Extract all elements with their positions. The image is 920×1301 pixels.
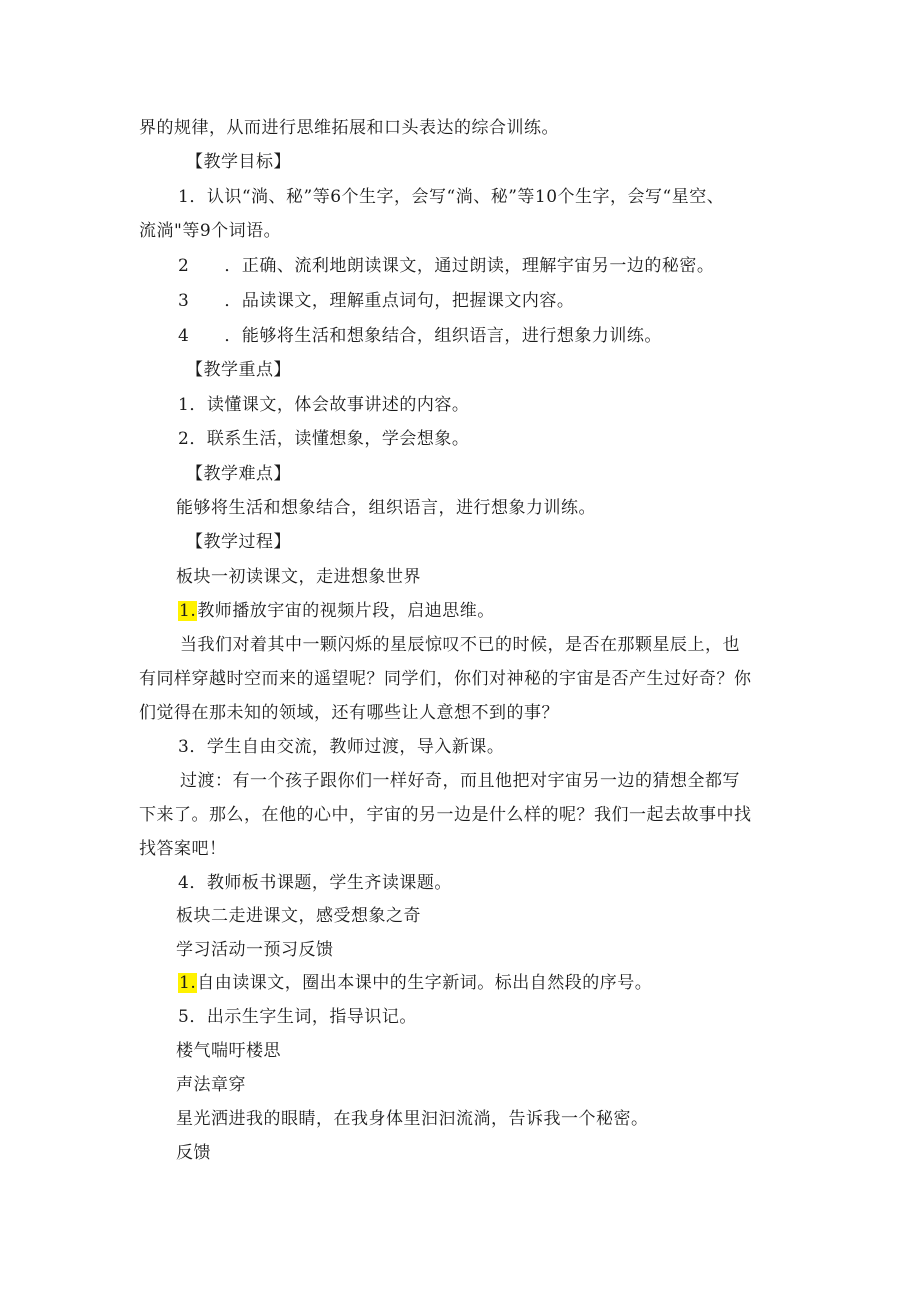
text-line: 能够将生活和想象结合，组织语言，进行想象力训练。 — [176, 498, 596, 518]
list-item — [178, 972, 652, 994]
text-line: 4．教师板书课题，学生齐读课题。 — [178, 873, 452, 893]
text-line: 反馈 — [176, 1143, 211, 1163]
section-heading: 【教学过程】 — [186, 532, 291, 552]
text-line: 声法章穿 — [176, 1075, 246, 1095]
section-heading: 【教学目标】 — [186, 152, 291, 172]
list-item-text: 教师播放宇宙的视频片段，启迪思维。 — [197, 601, 495, 621]
text-line: 1．认识“淌、秘”等6个生字，会写“淌、秘”等10个生字，会写“星空、 — [178, 187, 725, 207]
section-heading: 【教学难点】 — [186, 464, 291, 484]
text-line: 们觉得在那未知的领域，还有哪些让人意想不到的事？ — [139, 703, 559, 723]
text-line: 星光洒进我的眼睛，在我身体里汩汩流淌，告诉我一个秘密。 — [176, 1109, 649, 1129]
text-line: 5．出示生字生词，指导识记。 — [178, 1007, 417, 1027]
text-line: 界的规律，从而进行思维拓展和口头表达的综合训练。 — [139, 118, 559, 138]
text-line: 3．学生自由交流，教师过渡，导入新课。 — [178, 737, 505, 757]
text-line: 当我们对着其中一颗闪烁的星辰惊叹不已的时候，是否在那颗星辰上，也 — [180, 635, 740, 655]
text-line: 学习活动一预习反馈 — [176, 940, 334, 960]
text-line: 2 ．正确、流利地朗读课文，通过朗读，理解宇宙另一边的秘密。 — [178, 256, 715, 276]
text-line: 1．读懂课文，体会故事讲述的内容。 — [178, 395, 470, 415]
text-line: 板块二走进课文，感受想象之奇 — [176, 906, 421, 926]
text-line: 2．联系生活，读懂想象，学会想象。 — [178, 429, 470, 449]
text-line: 有同样穿越时空而来的遥望呢？同学们，你们对神秘的宇宙是否产生过好奇？你 — [139, 669, 752, 689]
list-item-text: 自由读课文，圈出本课中的生字新词。标出自然段的序号。 — [197, 973, 653, 993]
text-line: 流淌"等9个词语。 — [139, 221, 282, 241]
text-line: 下来了。那么，在他的心中，宇宙的另一边是什么样的呢？我们一起去故事中找 — [139, 805, 752, 825]
section-heading: 【教学重点】 — [186, 360, 291, 380]
list-item — [178, 600, 495, 622]
text-line: 3 ．品读课文，理解重点词句，把握课文内容。 — [178, 291, 575, 311]
text-line: 找答案吧！ — [139, 839, 227, 859]
text-line: 4 ．能够将生活和想象结合，组织语言，进行想象力训练。 — [178, 326, 662, 346]
text-line: 板块一初读课文，走进想象世界 — [176, 567, 421, 587]
text-line: 楼气喘吁楼思 — [176, 1041, 281, 1061]
text-line: 过渡：有一个孩子跟你们一样好奇，而且他把对宇宙另一边的猜想全都写 — [180, 771, 740, 791]
highlighted-number: 1. — [179, 973, 197, 993]
highlighted-number: 1. — [179, 601, 197, 621]
